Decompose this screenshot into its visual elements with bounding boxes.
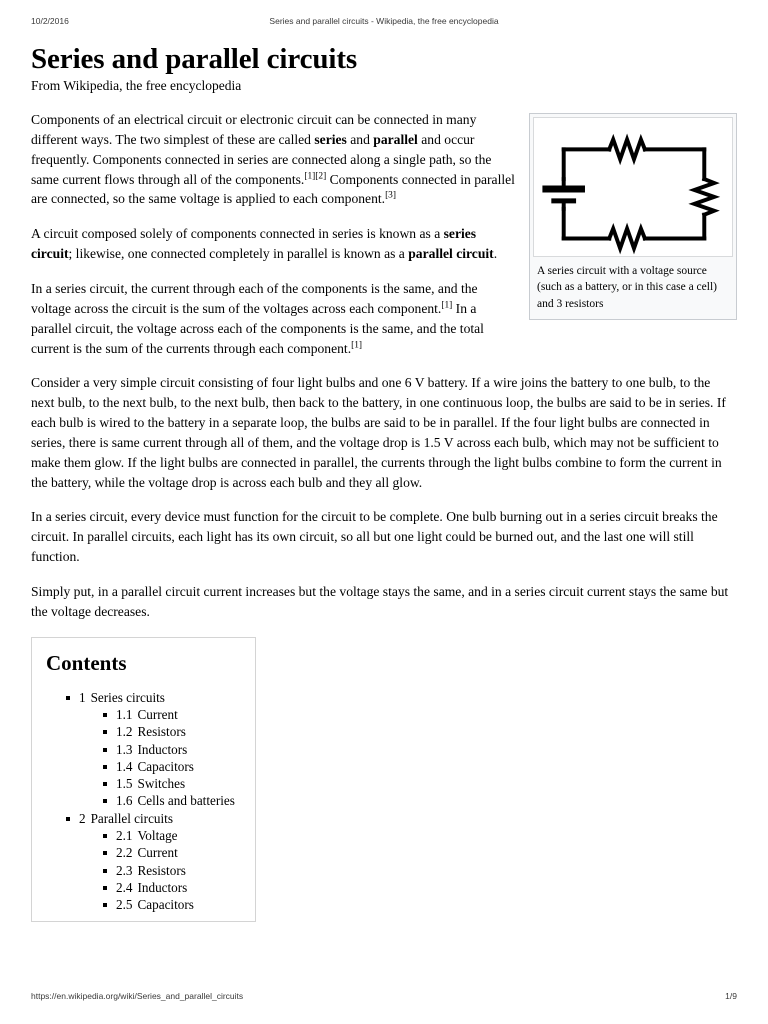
article-body <box>31 44 737 922</box>
p1-text-b: and <box>346 131 374 147</box>
toc-number: 2 <box>79 810 86 826</box>
toc-item-1-3[interactable] <box>103 741 243 758</box>
series-circuit-diagram <box>533 117 733 257</box>
toc-item-1-5[interactable] <box>103 775 243 792</box>
p1-text-a: Components of an electrical circuit or electronic circuit can be connected in many different ways. The two simplest of these are called <box>31 112 477 147</box>
toc-number: 1.5 <box>116 776 133 792</box>
p3-text-b: In a parallel circuit, the voltage across each of the components is the same, and the total current is the sum of the currents through each component. <box>31 300 484 356</box>
toc-number: 2.4 <box>116 879 133 895</box>
toc-item-1[interactable] <box>66 689 243 810</box>
toc-label: Resistors <box>137 862 186 878</box>
p2-text-b: ; likewise, one connected completely in parallel is known as a <box>68 246 409 262</box>
thumbnail-figure <box>529 113 737 320</box>
p1-text-d: Components connected in parallel are connected, so the same voltage is applied to each component. <box>31 171 515 207</box>
toc-item-1-2[interactable] <box>103 723 243 740</box>
toc-label: Current <box>137 845 178 861</box>
print-source-url: https://en.wikipedia.org/wiki/Series_and_parallel_circuits <box>31 991 244 1001</box>
toc-item-1-1[interactable] <box>103 706 243 723</box>
p2-text-c: . <box>493 246 498 262</box>
page-title: Series and parallel circuits <box>31 43 358 75</box>
paragraph-4: Consider a very simple circuit consisting of four light bulbs and one 6 V battery. If a wire joins the battery to one bulb, to the next bulb, to the next bulb, to the next bulb, then back to the battery, in one continuous loop, the bulbs are said to be in series. If each bulb is wired to the battery in a separate loop, the bulbs are said to be in parallel. If the four light bulbs are connected in series, there is same current through all of them, and the voltage drop is 1.5 V across each bulb, which may not be sufficient to make them glow. If the light bulbs are connected in parallel, the currents through the light bulbs combine to form the current in the battery, while the voltage drop is across each bulb and they all glow. <box>31 375 726 490</box>
paragraph-5: In a series circuit, every device must function for the circuit to be complete. One bulb burning out in a series circuit breaks the circuit. In parallel circuits, each light has its own circuit, so all but one light could be burned out, and the last one will still function. <box>31 509 718 565</box>
toc-label: Parallel circuits <box>90 810 173 826</box>
toc-list-level-1 <box>44 689 243 914</box>
toc-list-level-2-a <box>79 706 243 810</box>
article-subtitle: From Wikipedia, the free encyclopedia <box>31 77 242 93</box>
toc-number: 2.3 <box>116 862 133 878</box>
print-footer <box>0 991 768 1005</box>
reference-link-3[interactable]: [3] <box>385 190 396 201</box>
toc-label: Current <box>137 707 178 723</box>
toc-label: Voltage <box>137 827 178 843</box>
toc-item-1-6[interactable] <box>103 792 243 809</box>
print-header <box>0 16 768 30</box>
toc-number: 2.2 <box>116 845 133 861</box>
toc-item-2-4[interactable] <box>103 879 243 896</box>
toc-number: 1.6 <box>116 793 133 809</box>
p1-bold-parallel: parallel <box>373 131 418 147</box>
toc-number: 2.5 <box>116 897 133 913</box>
reference-link-1-a[interactable]: [1] <box>441 300 453 311</box>
p2-bold-parallel-circuit: parallel circuit <box>408 246 494 262</box>
toc-label: Resistors <box>137 724 186 740</box>
paragraph-6: Simply put, in a parallel circuit current increases but the voltage stays the same, and in a series circuit current stays the same but the voltage decreases. <box>31 583 729 619</box>
toc-label: Capacitors <box>137 758 194 774</box>
toc-item-2-5[interactable] <box>103 896 243 913</box>
toc-label: Inductors <box>137 741 188 757</box>
toc-number: 1.4 <box>116 758 133 774</box>
toc-label: Series circuits <box>90 689 165 705</box>
print-date: 10/2/2016 <box>31 16 69 26</box>
p2-bold-series-circuit: series circuit <box>31 226 477 262</box>
table-of-contents <box>31 637 256 923</box>
toc-number: 1 <box>79 689 86 705</box>
toc-item-2-1[interactable] <box>103 827 243 844</box>
toc-number: 1.3 <box>116 741 133 757</box>
toc-item-2-2[interactable] <box>103 844 243 861</box>
toc-item-1-4[interactable] <box>103 758 243 775</box>
toc-number: 1.1 <box>116 707 133 723</box>
p2-text-a: A circuit composed solely of components connected in series is known as a <box>31 226 444 242</box>
p3-text-a: In a series circuit, the current through each of the components is the same, and the voltage across the circuit is the sum of the voltages across each component. <box>31 280 478 316</box>
toc-item-2-3[interactable] <box>103 862 243 879</box>
toc-title: Contents <box>46 650 127 675</box>
p1-bold-series: series <box>314 131 347 147</box>
p1-text-c: and occur frequently. Components connected in series are connected along a single path, so the same current flows through all of the components. <box>31 131 492 187</box>
reference-link-1-b[interactable]: [1] <box>351 339 363 350</box>
toc-label: Cells and batteries <box>137 793 235 809</box>
reference-link-1-2[interactable]: [1][2] <box>304 171 327 182</box>
toc-label: Capacitors <box>137 897 194 913</box>
toc-label: Switches <box>137 776 186 792</box>
toc-list-level-2-b <box>79 827 243 913</box>
toc-item-2[interactable] <box>66 810 243 914</box>
print-document-title: Series and parallel circuits - Wikipedia, the free encyclopedia <box>269 16 499 26</box>
thumbnail-caption: A series circuit with a voltage source (such as a battery, or in this case a cell) and 3 resistors <box>537 265 717 310</box>
print-page-number: 1/9 <box>725 991 737 1001</box>
toc-number: 2.1 <box>116 827 133 843</box>
toc-number: 1.2 <box>116 724 133 740</box>
toc-label: Inductors <box>137 879 188 895</box>
